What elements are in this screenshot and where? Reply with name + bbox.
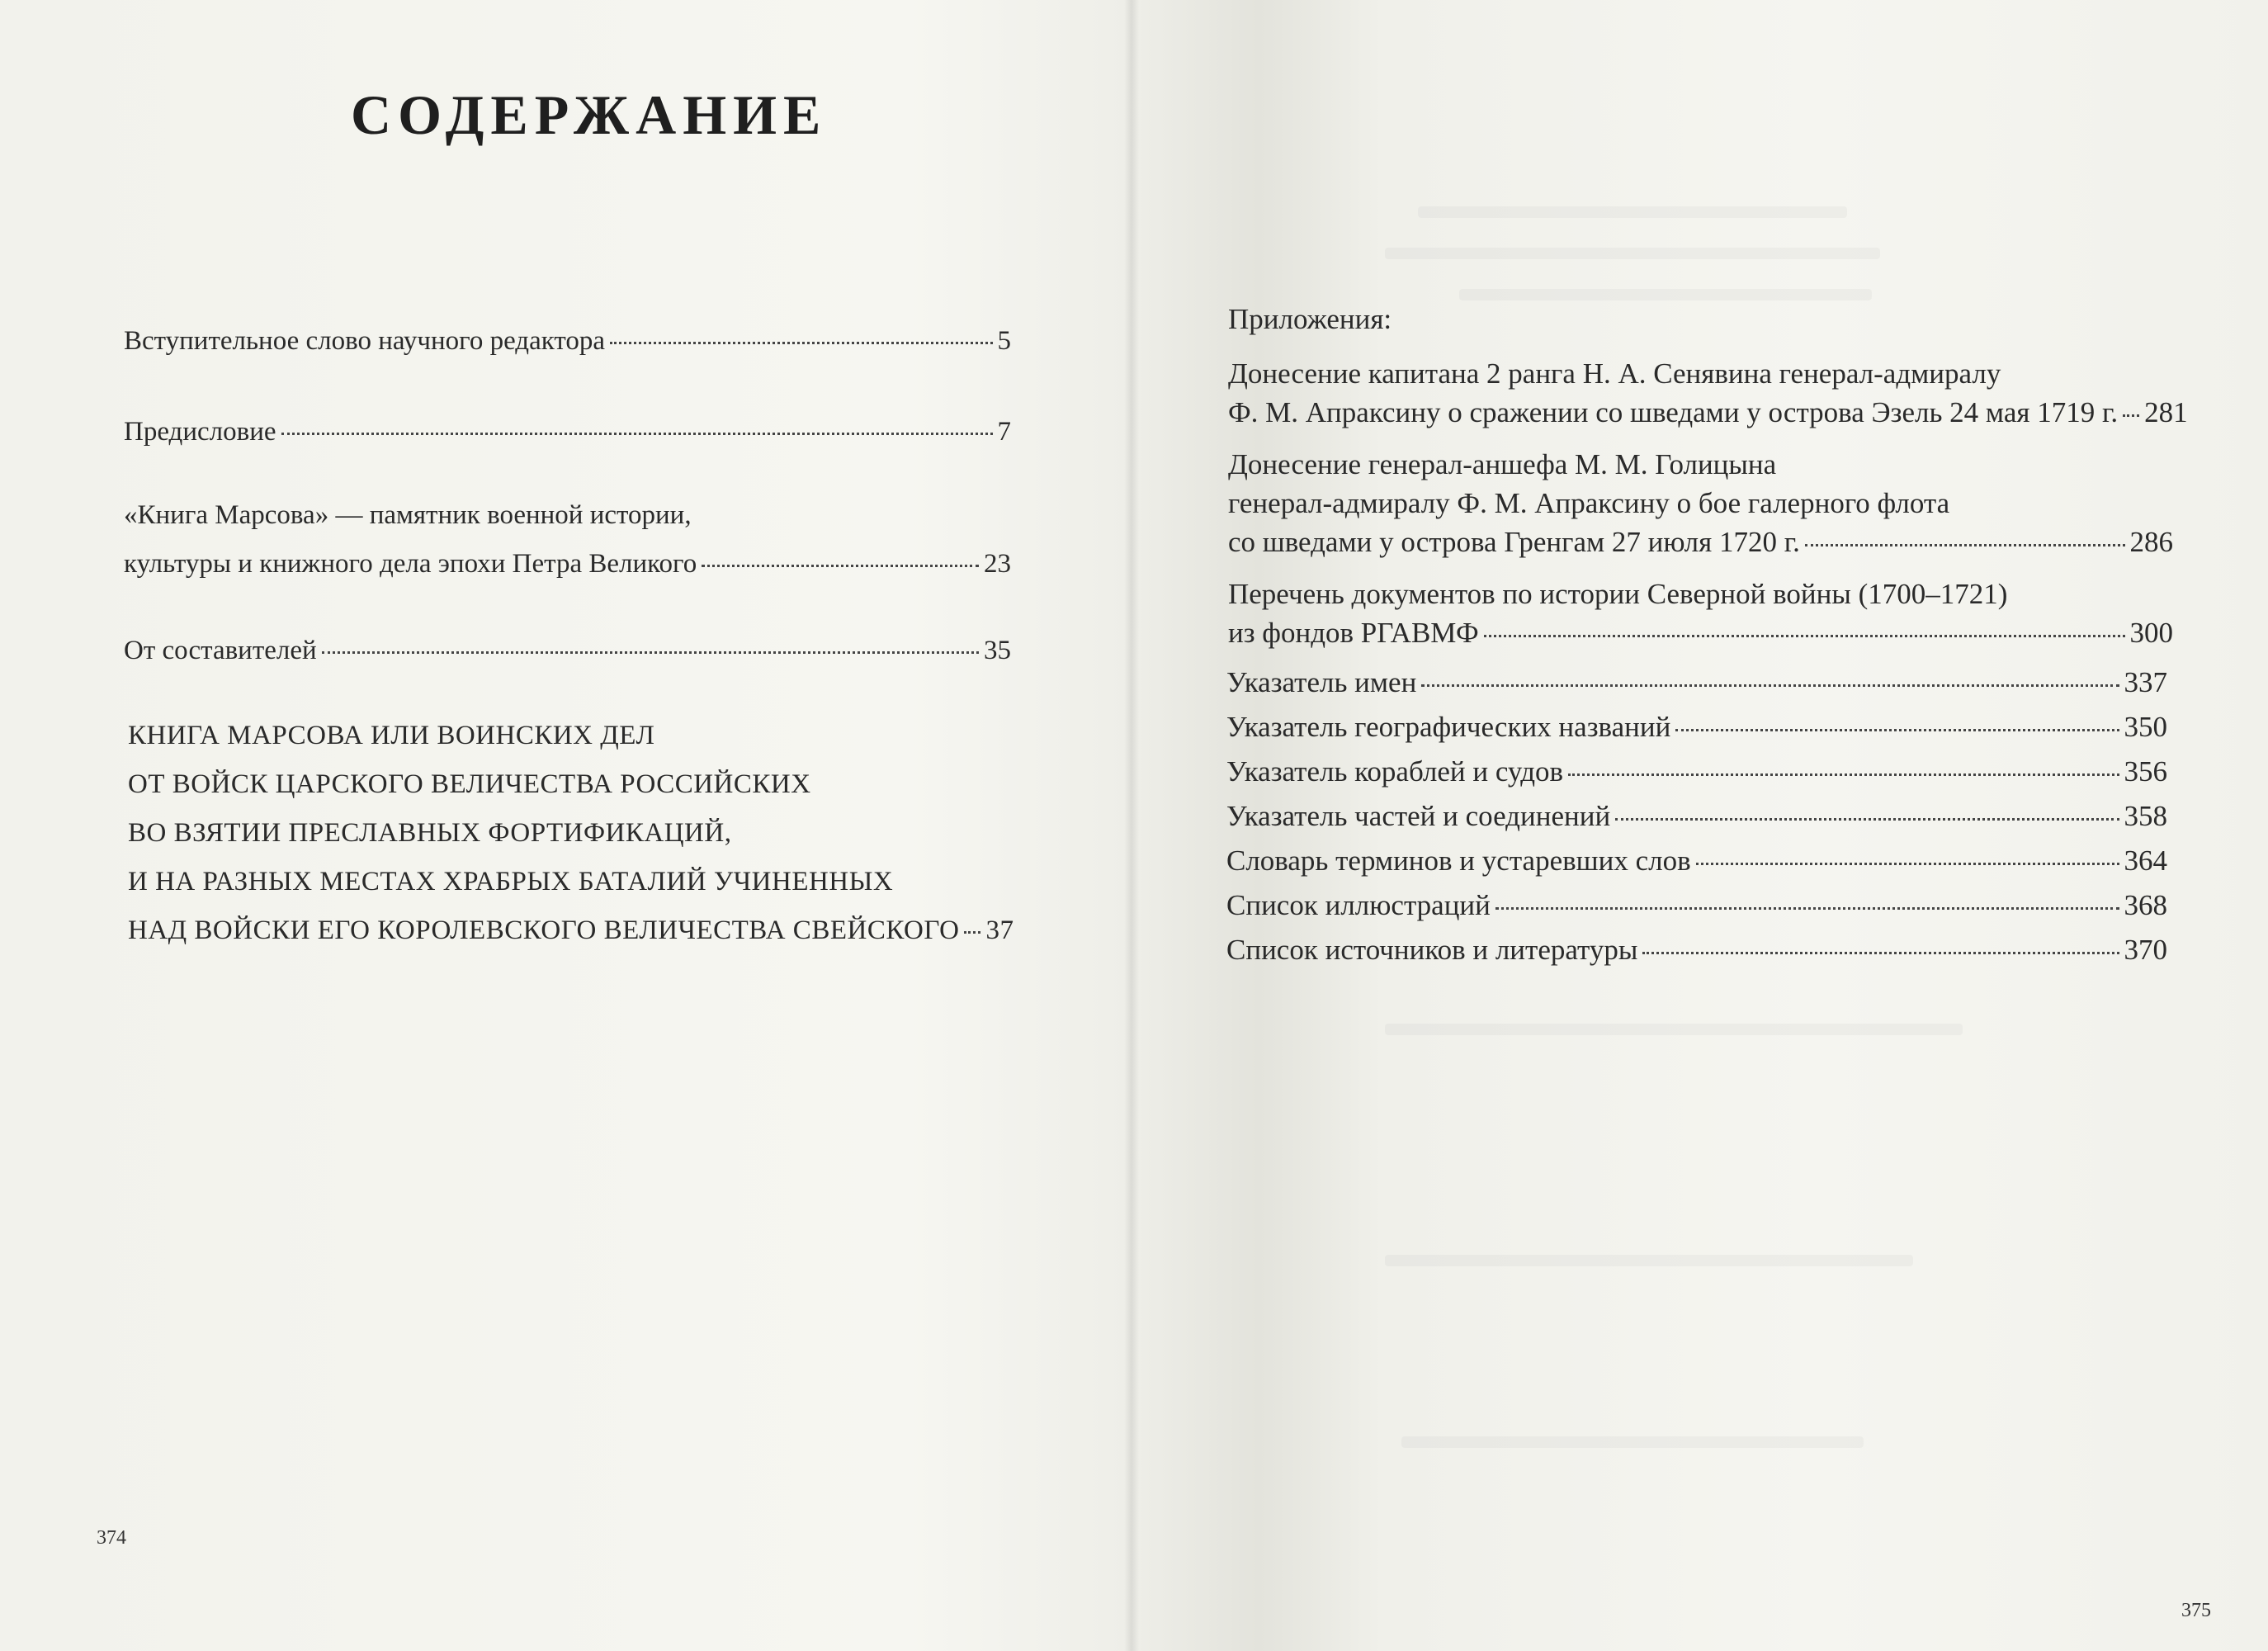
toc-entry-line: Донесение генерал-аншефа М. М. Голицына (1228, 448, 1777, 480)
toc-entry-text: Указатель частей и соединений (1226, 800, 1611, 832)
toc-entry-text: Указатель географических названий (1226, 711, 1671, 743)
dot-leader (1568, 773, 2119, 776)
toc-entry-text: Вступительное слово научного редактора (124, 326, 605, 356)
toc-entry-text: Указатель кораблей и судов (1226, 755, 1564, 788)
show-through-text (1401, 1436, 1864, 1448)
dot-leader (702, 565, 979, 567)
toc-entry-page: 286 (2129, 526, 2173, 558)
toc-entry-page: 281 (2144, 396, 2188, 428)
toc-entry-text: со шведами у острова Гренгам 27 июля 1720 г. (1228, 526, 1800, 558)
toc-entry-index-geography (1226, 711, 2167, 744)
toc-entry-line: ВО ВЗЯТИИ ПРЕСЛАВНЫХ ФОРТИФИКАЦИЙ, (128, 818, 732, 848)
toc-entry-line: КНИГА МАРСОВА ИЛИ ВОИНСКИХ ДЕЛ (128, 721, 655, 750)
toc-entry-text: культуры и книжного дела эпохи Петра Великого (124, 549, 697, 579)
toc-entry-text: Словарь терминов и устаревших слов (1226, 844, 1691, 877)
toc-entry-text: Предисловие (124, 417, 276, 447)
section-heading: Приложения: (1228, 303, 1392, 335)
toc-entry-page: 300 (2129, 617, 2173, 649)
dot-leader (281, 433, 993, 435)
dot-leader (1495, 907, 2119, 910)
toc-entry-index-names (1226, 666, 2167, 699)
toc-entry-text: НАД ВОЙСКИ ЕГО КОРОЛЕВСКОГО ВЕЛИЧЕСТВА СВЕЙСКОГО (128, 915, 960, 945)
toc-entry-compilers (124, 636, 1011, 666)
left-page (0, 0, 1131, 1651)
show-through-text (1385, 1255, 1913, 1266)
dot-leader (1805, 544, 2125, 546)
toc-entry-glossary (1226, 844, 2167, 878)
right-page (1137, 0, 2268, 1651)
toc-entry-page: 370 (2124, 934, 2167, 966)
dot-leader (1696, 863, 2119, 865)
toc-entry-illustrations (1226, 889, 2167, 922)
toc-entry-preface (124, 417, 1011, 447)
dot-leader (610, 342, 993, 344)
toc-entry-page: 35 (984, 636, 1011, 665)
toc-entry-golitsyn-report (1228, 526, 2173, 559)
toc-entry-text: От составителей (124, 636, 317, 665)
toc-entry-line: И НА РАЗНЫХ МЕСТАХ ХРАБРЫХ БАТАЛИЙ УЧИНЕННЫХ (128, 867, 894, 896)
dot-leader (1675, 729, 2119, 731)
toc-entry-page: 37 (985, 915, 1014, 945)
dot-leader (1615, 818, 2119, 821)
dot-leader (2123, 414, 2139, 417)
page-number: 374 (97, 1527, 126, 1549)
toc-entry-kniga-marsova-essay (124, 549, 1011, 580)
toc-entry-text: Ф. М. Апраксину о сражении со шведами у острова Эзель 24 мая 1719 г. (1228, 396, 2119, 428)
toc-entry-text: Список иллюстраций (1226, 889, 1491, 921)
show-through-text (1385, 1024, 1963, 1035)
page-title: СОДЕРЖАНИЕ (351, 83, 828, 146)
toc-entry-line: генерал-адмиралу Ф. М. Апраксину о бое галерного флота (1228, 487, 1950, 519)
toc-entry-page: 358 (2124, 800, 2167, 832)
show-through-text (1459, 289, 1872, 300)
toc-entry-text: из фондов РГАВМФ (1228, 617, 1479, 649)
show-through-text (1418, 206, 1847, 218)
toc-entry-documents-list (1228, 617, 2173, 650)
page-number: 375 (2181, 1600, 2211, 1621)
dot-leader (322, 651, 979, 654)
toc-entry-kniga-marsova-text (128, 915, 1014, 946)
toc-entry-sources (1226, 934, 2167, 967)
show-through-text (1385, 248, 1880, 259)
toc-entry-index-units (1226, 800, 2167, 833)
toc-entry-line: «Книга Марсова» — памятник военной истории, (124, 500, 692, 530)
toc-entry-line: Перечень документов по истории Северной войны (1700–1721) (1228, 578, 2008, 610)
toc-entry-page: 337 (2124, 666, 2167, 698)
toc-entry-page: 368 (2124, 889, 2167, 921)
toc-entry-page: 364 (2124, 844, 2167, 877)
dot-leader (1642, 952, 2119, 954)
toc-entry-text: Список источников и литературы (1226, 934, 1638, 966)
toc-entry-senyavin-report (1228, 396, 2188, 429)
toc-entry-page: 5 (997, 326, 1011, 356)
toc-entry-page: 7 (997, 417, 1011, 447)
dot-leader (964, 931, 980, 934)
toc-entry-foreword-editor (124, 326, 1011, 357)
dot-leader (1421, 684, 2119, 687)
toc-entry-page: 356 (2124, 755, 2167, 788)
toc-entry-page: 23 (984, 549, 1011, 579)
dot-leader (1484, 635, 2125, 637)
toc-entry-line: ОТ ВОЙСК ЦАРСКОГО ВЕЛИЧЕСТВА РОССИЙСКИХ (128, 769, 811, 799)
toc-entry-text: Указатель имен (1226, 666, 1417, 698)
toc-entry-index-ships (1226, 755, 2167, 788)
toc-entry-page: 350 (2124, 711, 2167, 743)
toc-entry-line: Донесение капитана 2 ранга Н. А. Сенявина генерал-адмиралу (1228, 357, 2001, 390)
